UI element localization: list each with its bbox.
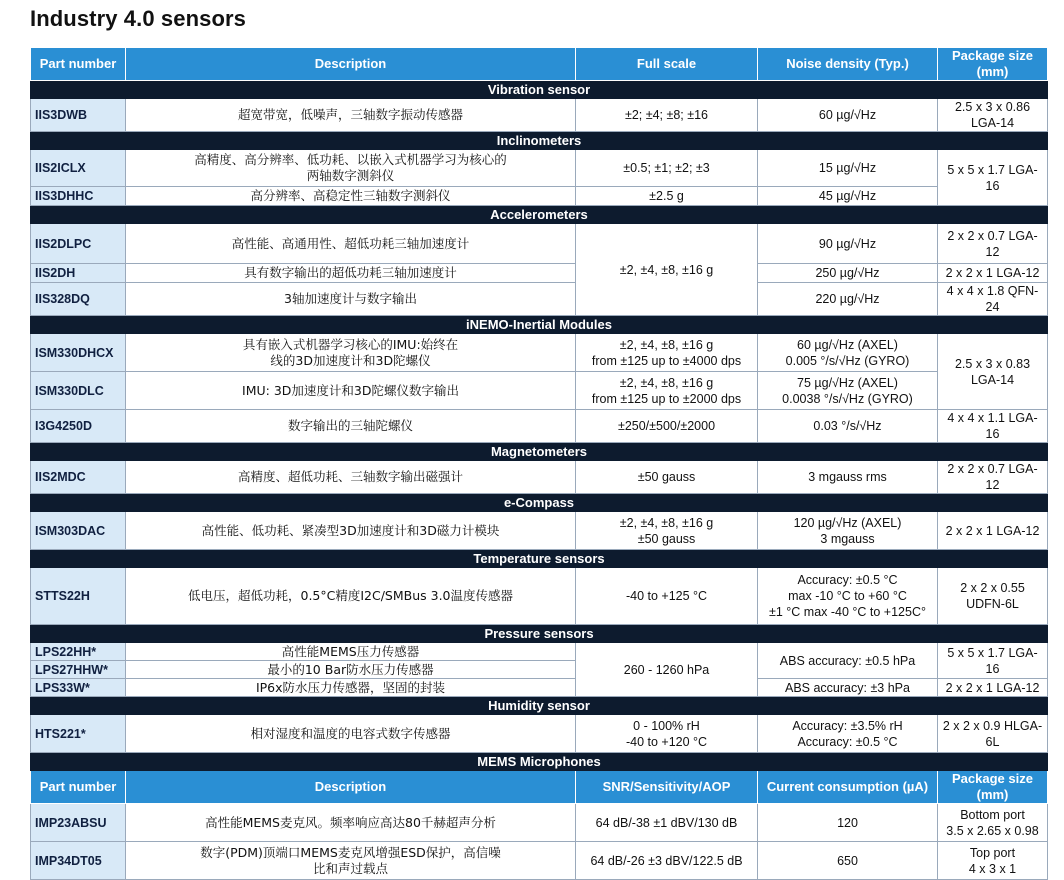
- mic-header-package: Package size (mm): [938, 771, 1048, 804]
- description: 低电压，超低功耗，0.5°C精度I2C/SMBus 3.0温度传感器: [126, 568, 576, 625]
- current-consumption: 650: [758, 842, 938, 880]
- noise-density: 250 µg/√Hz: [758, 264, 938, 283]
- noise-density: 45 µg/√Hz: [758, 187, 938, 206]
- part-number: ISM330DLC: [31, 372, 126, 410]
- noise-density: ABS accuracy: ±0.5 hPa: [758, 643, 938, 679]
- current-consumption: 120: [758, 804, 938, 842]
- table-row: [31, 842, 1048, 880]
- part-number: ISM330DHCX: [31, 334, 126, 372]
- table-row: [31, 99, 1048, 132]
- package-size: 2 x 2 x 1 LGA-12: [938, 264, 1048, 283]
- noise-density: Accuracy: ±0.5 °C max -10 °C to +60 °C ±1 °C max -40 °C to +125C°: [758, 568, 938, 625]
- noise-density: 90 µg/√Hz: [758, 224, 938, 264]
- mic-header-row: [31, 771, 1048, 804]
- full-scale: ±2.5 g: [576, 187, 758, 206]
- table-row: [31, 679, 1048, 697]
- noise-density: Accuracy: ±3.5% rH Accuracy: ±0.5 °C: [758, 715, 938, 753]
- header-part-number: Part number: [31, 48, 126, 81]
- description: 数字输出的三轴陀螺仪: [126, 410, 576, 443]
- package-size: 2 x 2 x 1 LGA-12: [938, 512, 1048, 550]
- package-size: 4 x 4 x 1.8 QFN-24: [938, 283, 1048, 316]
- part-number: LPS22HH*: [31, 643, 126, 661]
- section-vibration: Vibration sensor: [31, 81, 1048, 99]
- package-size: Bottom port 3.5 x 2.65 x 0.98: [938, 804, 1048, 842]
- table-row: [31, 283, 1048, 316]
- noise-density: ABS accuracy: ±3 hPa: [758, 679, 938, 697]
- description: IP6x防水压力传感器，坚固的封装: [126, 679, 576, 697]
- description: 最小的10 Bar防水压力传感器: [126, 661, 576, 679]
- section-microphones: MEMS Microphones: [31, 753, 1048, 771]
- part-number: IIS3DHHC: [31, 187, 126, 206]
- part-number: IIS2DLPC: [31, 224, 126, 264]
- full-scale: ±2, ±4, ±8, ±16 g from ±125 up to ±4000 dps: [576, 334, 758, 372]
- noise-density: 120 µg/√Hz (AXEL) 3 mgauss: [758, 512, 938, 550]
- full-scale: ±2, ±4, ±8, ±16 g: [576, 224, 758, 316]
- header-noise-density: Noise density (Typ.): [758, 48, 938, 81]
- section-humidity: Humidity sensor: [31, 697, 1048, 715]
- full-scale: ±2, ±4, ±8, ±16 g ±50 gauss: [576, 512, 758, 550]
- part-number: ISM303DAC: [31, 512, 126, 550]
- table-row: [31, 372, 1048, 410]
- description: 高性能、低功耗、紧凑型3D加速度计和3D磁力计模块: [126, 512, 576, 550]
- mic-header-part-number: Part number: [31, 771, 126, 804]
- part-number: I3G4250D: [31, 410, 126, 443]
- full-scale: -40 to +125 °C: [576, 568, 758, 625]
- header-package-size: Package size (mm): [938, 48, 1048, 81]
- part-number: IIS2ICLX: [31, 150, 126, 187]
- sensors-table: [30, 47, 1048, 880]
- noise-density: 0.03 °/s/√Hz: [758, 410, 938, 443]
- description: 相对湿度和温度的电容式数字传感器: [126, 715, 576, 753]
- table-row: [31, 150, 1048, 187]
- description: 具有数字输出的超低功耗三轴加速度计: [126, 264, 576, 283]
- full-scale: ±2; ±4; ±8; ±16: [576, 99, 758, 132]
- noise-density: 60 µg/√Hz (AXEL) 0.005 °/s/√Hz (GYRO): [758, 334, 938, 372]
- table-row: [31, 224, 1048, 264]
- table-row: [31, 187, 1048, 206]
- mic-header-snr: SNR/Sensitivity/AOP: [576, 771, 758, 804]
- full-scale: ±50 gauss: [576, 461, 758, 494]
- description: 高精度、超低功耗、三轴数字输出磁强计: [126, 461, 576, 494]
- noise-density: 3 mgauss rms: [758, 461, 938, 494]
- section-inemo: iNEMO-Inertial Modules: [31, 316, 1048, 334]
- description: 数字(PDM)顶端口MEMS麦克风增强ESD保护，高信噪 比和声过载点: [126, 842, 576, 880]
- snr: 64 dB/-26 ±3 dBV/122.5 dB: [576, 842, 758, 880]
- description: 3轴加速度计与数字输出: [126, 283, 576, 316]
- description: 超宽带宽，低噪声，三轴数字振动传感器: [126, 99, 576, 132]
- section-pressure: Pressure sensors: [31, 625, 1048, 643]
- part-number: HTS221*: [31, 715, 126, 753]
- description: 高分辨率、高稳定性三轴数字测斜仪: [126, 187, 576, 206]
- package-size: Top port 4 x 3 x 1: [938, 842, 1048, 880]
- part-number: IIS2DH: [31, 264, 126, 283]
- table-row: [31, 568, 1048, 625]
- part-number: IIS2MDC: [31, 461, 126, 494]
- part-number: STTS22H: [31, 568, 126, 625]
- header-description: Description: [126, 48, 576, 81]
- full-scale: ±250/±500/±2000: [576, 410, 758, 443]
- package-size: 2 x 2 x 0.9 HLGA-6L: [938, 715, 1048, 753]
- table-row: [31, 804, 1048, 842]
- part-number: LPS27HHW*: [31, 661, 126, 679]
- table-row: [31, 461, 1048, 494]
- mic-header-description: Description: [126, 771, 576, 804]
- noise-density: 220 µg/√Hz: [758, 283, 938, 316]
- noise-density: 75 µg/√Hz (AXEL) 0.0038 °/s/√Hz (GYRO): [758, 372, 938, 410]
- part-number: LPS33W*: [31, 679, 126, 697]
- description: 高性能MEMS麦克风。频率响应高达80千赫超声分析: [126, 804, 576, 842]
- part-number: IMP23ABSU: [31, 804, 126, 842]
- package-size: 2.5 x 3 x 0.86 LGA-14: [938, 99, 1048, 132]
- section-temperature: Temperature sensors: [31, 550, 1048, 568]
- snr: 64 dB/-38 ±1 dBV/130 dB: [576, 804, 758, 842]
- header-full-scale: Full scale: [576, 48, 758, 81]
- package-size: 2.5 x 3 x 0.83 LGA-14: [938, 334, 1048, 410]
- table-row: [31, 643, 1048, 661]
- part-number: IIS3DWB: [31, 99, 126, 132]
- section-ecompass: e-Compass: [31, 494, 1048, 512]
- section-inclinometers: Inclinometers: [31, 132, 1048, 150]
- description: 高性能MEMS压力传感器: [126, 643, 576, 661]
- full-scale: 0 - 100% rH -40 to +120 °C: [576, 715, 758, 753]
- package-size: 4 x 4 x 1.1 LGA-16: [938, 410, 1048, 443]
- part-number: IMP34DT05: [31, 842, 126, 880]
- description: 具有嵌入式机器学习核心的IMU:始终在 线的3D加速度计和3D陀螺仪: [126, 334, 576, 372]
- table-row: [31, 512, 1048, 550]
- table-header-row: [31, 48, 1048, 81]
- package-size: 2 x 2 x 0.7 LGA-12: [938, 224, 1048, 264]
- noise-density: 60 µg/√Hz: [758, 99, 938, 132]
- full-scale: ±0.5; ±1; ±2; ±3: [576, 150, 758, 187]
- section-accelerometers: Accelerometers: [31, 206, 1048, 224]
- part-number: IIS328DQ: [31, 283, 126, 316]
- table-row: [31, 410, 1048, 443]
- package-size: 5 x 5 x 1.7 LGA-16: [938, 150, 1048, 206]
- package-size: 5 x 5 x 1.7 LGA-16: [938, 643, 1048, 679]
- full-scale: ±2, ±4, ±8, ±16 g from ±125 up to ±2000 dps: [576, 372, 758, 410]
- noise-density: 15 µg/√Hz: [758, 150, 938, 187]
- package-size: 2 x 2 x 1 LGA-12: [938, 679, 1048, 697]
- section-magnetometers: Magnetometers: [31, 443, 1048, 461]
- page-title: Industry 4.0 sensors: [30, 6, 246, 31]
- table-row: [31, 264, 1048, 283]
- description: 高精度、高分辨率、低功耗、以嵌入式机器学习为核心的 两轴数字测斜仪: [126, 150, 576, 187]
- full-scale: 260 - 1260 hPa: [576, 643, 758, 697]
- table-row: [31, 715, 1048, 753]
- mic-header-current: Current consumption (µA): [758, 771, 938, 804]
- table-row: [31, 334, 1048, 372]
- package-size: 2 x 2 x 0.7 LGA-12: [938, 461, 1048, 494]
- package-size: 2 x 2 x 0.55 UDFN-6L: [938, 568, 1048, 625]
- description: IMU: 3D加速度计和3D陀螺仪数字输出: [126, 372, 576, 410]
- description: 高性能、高通用性、超低功耗三轴加速度计: [126, 224, 576, 264]
